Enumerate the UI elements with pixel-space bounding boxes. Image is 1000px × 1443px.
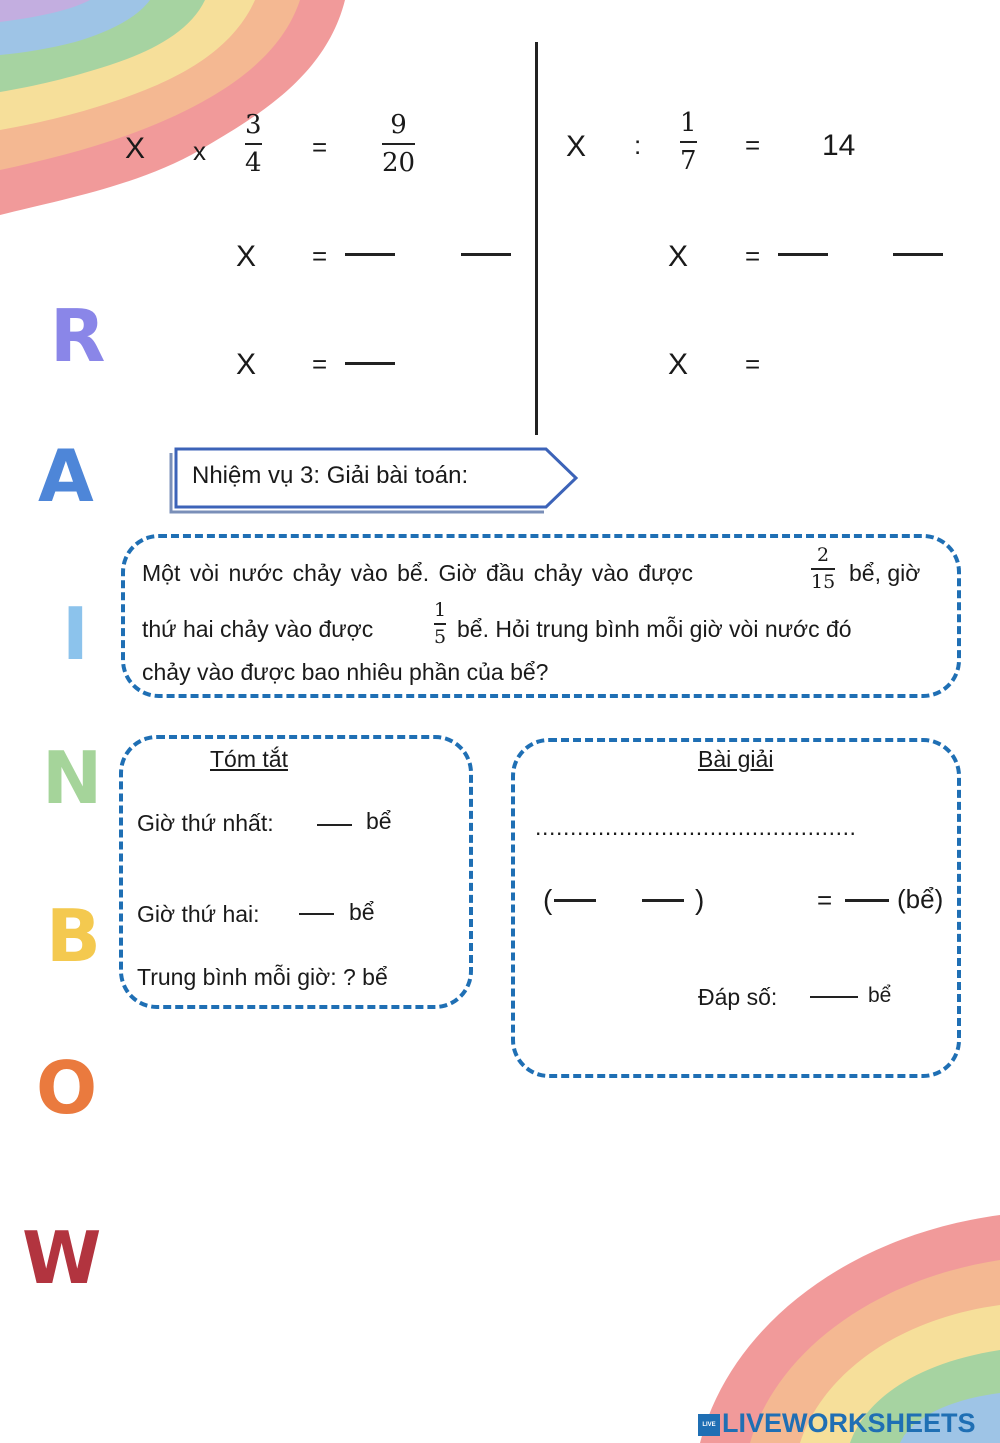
left-eq-fraction bbox=[245, 112, 262, 176]
summary-hour2-unit: bể bbox=[349, 899, 375, 925]
side-letter-o: O bbox=[36, 1046, 98, 1130]
solution-heading: Bài giải bbox=[698, 746, 774, 772]
problem-line1-a: Một vòi nước chảy vào bể. Giờ đầu chảy vào được bbox=[142, 560, 693, 586]
left-step1-blank-2[interactable] bbox=[461, 253, 511, 256]
left-step1-blank-1[interactable] bbox=[345, 253, 395, 256]
left-eq-frac-den: 4 bbox=[245, 148, 262, 178]
side-letter-i: I bbox=[62, 592, 89, 676]
left-eq-result-fraction bbox=[382, 112, 415, 176]
right-eq-op: : bbox=[634, 130, 642, 160]
summary-hour1-unit: bể bbox=[366, 808, 392, 834]
summary-hour2-label: Giờ thứ hai: bbox=[137, 901, 260, 927]
problem-frac1-num: 2 bbox=[817, 544, 830, 566]
answer-unit: bể bbox=[868, 984, 892, 1007]
right-step2-eq: = bbox=[745, 349, 761, 379]
side-letter-a: A bbox=[38, 434, 94, 518]
left-step1-eq: = bbox=[312, 241, 328, 271]
right-eq-var: X bbox=[566, 130, 587, 163]
right-eq-fraction bbox=[680, 110, 697, 174]
right-step2-var: X bbox=[668, 348, 689, 381]
left-eq-res-num: 9 bbox=[390, 110, 407, 140]
problem-line2-a: thứ hai chảy vào được bbox=[142, 616, 374, 642]
problem-line3: chảy vào được bao nhiêu phần của bể? bbox=[142, 659, 549, 685]
problem-frac2-num: 1 bbox=[434, 599, 447, 621]
left-step1-var: X bbox=[236, 240, 257, 273]
rainbow-top-left bbox=[0, 0, 360, 215]
side-letter-b: B bbox=[46, 894, 101, 978]
problem-fraction-2 bbox=[434, 601, 446, 647]
summary-heading: Tóm tắt bbox=[210, 746, 288, 772]
summary-hour1-label: Giờ thứ nhất: bbox=[137, 810, 274, 836]
problem-fraction-1 bbox=[811, 546, 835, 592]
left-eq-frac-num: 3 bbox=[245, 110, 262, 140]
right-step1-var: X bbox=[668, 240, 689, 273]
solution-dotted-line[interactable]: .............................................. bbox=[535, 814, 857, 840]
right-step1-blank-1[interactable] bbox=[778, 253, 828, 256]
left-eq-var: X bbox=[125, 132, 146, 165]
side-letter-n: N bbox=[42, 736, 103, 820]
right-eq-frac-num: 1 bbox=[680, 108, 697, 138]
solution-close-paren: ) bbox=[695, 884, 705, 915]
summary-avg-label: Trung bình mỗi giờ: ? bể bbox=[137, 964, 388, 990]
solution-blank-2[interactable] bbox=[642, 899, 684, 902]
solution-equals: = bbox=[817, 885, 833, 915]
problem-frac1-den: 15 bbox=[811, 570, 836, 593]
equation-divider bbox=[535, 42, 538, 435]
left-eq-res-den: 20 bbox=[382, 148, 416, 178]
right-eq-equals: = bbox=[745, 130, 761, 160]
problem-line1-b: bể, giờ bbox=[849, 560, 921, 586]
summary-hour1-blank[interactable] bbox=[317, 824, 352, 826]
solution-box bbox=[511, 738, 961, 1078]
watermark-text: LIVEWORKSHEETS bbox=[722, 1408, 976, 1438]
task-title: Nhiệm vụ 3: Giải bài toán: bbox=[192, 462, 469, 489]
solution-unit: (bể) bbox=[897, 884, 944, 914]
left-step2-eq: = bbox=[312, 349, 328, 379]
left-step2-var: X bbox=[236, 348, 257, 381]
left-eq-op: x bbox=[193, 136, 206, 166]
side-letter-r: R bbox=[50, 294, 106, 378]
solution-blank-1[interactable] bbox=[554, 899, 596, 902]
summary-hour2-blank[interactable] bbox=[299, 913, 334, 915]
left-eq-equals: = bbox=[312, 132, 328, 162]
right-eq-frac-den: 7 bbox=[680, 146, 697, 176]
solution-result-blank[interactable] bbox=[845, 899, 889, 902]
problem-frac2-den: 5 bbox=[434, 625, 447, 648]
answer-blank[interactable] bbox=[810, 996, 858, 998]
solution-open-paren: ( bbox=[543, 884, 553, 915]
right-step1-eq: = bbox=[745, 241, 761, 271]
left-step2-blank[interactable] bbox=[345, 362, 395, 365]
liveworksheets-logo-icon bbox=[698, 1414, 720, 1436]
answer-label: Đáp số: bbox=[698, 984, 778, 1010]
right-step1-blank-2[interactable] bbox=[893, 253, 943, 256]
problem-line2-b: bể. Hỏi trung bình mỗi giờ vòi nước đó bbox=[457, 616, 852, 642]
right-eq-result: 14 bbox=[822, 129, 856, 162]
side-letter-w: W bbox=[22, 1216, 102, 1300]
watermark-badge: LIVE bbox=[702, 1422, 716, 1428]
